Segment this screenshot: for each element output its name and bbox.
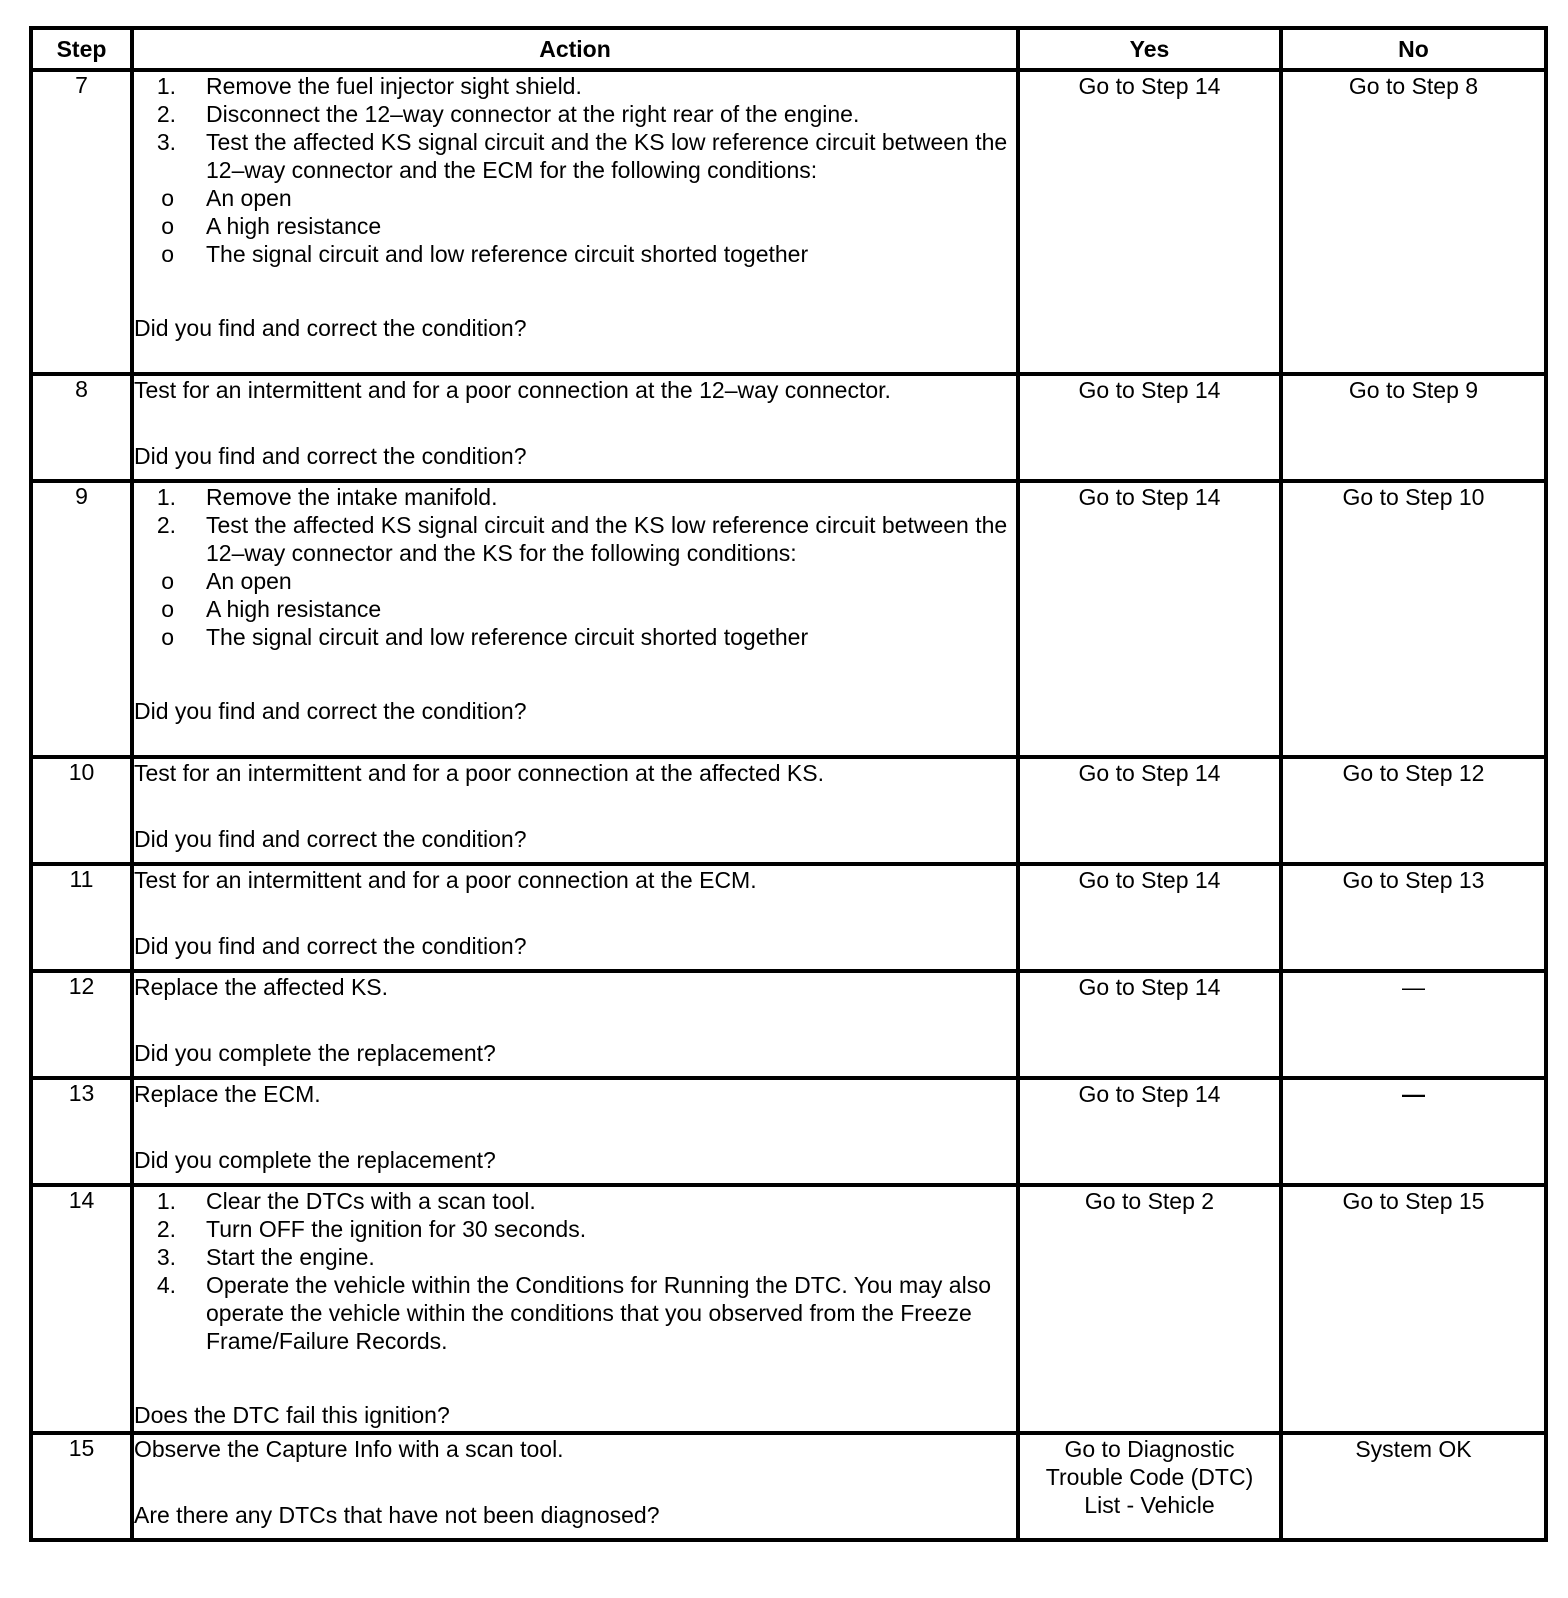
bullet-icon: o <box>161 624 174 650</box>
yes-result-line: Trouble Code (DTC) <box>1045 1464 1254 1490</box>
yes-result: Go to Step 14 <box>1018 757 1281 864</box>
action-cell <box>132 971 1018 1078</box>
no-result: — <box>1281 1078 1546 1185</box>
list-number: 2. <box>156 1216 176 1242</box>
list-item: 1. Clear the DTCs with a scan tool. <box>134 1187 1016 1215</box>
yes-result: Go to Step 14 <box>1018 374 1281 481</box>
table-row <box>31 1078 1546 1185</box>
action-text: Test for an intermittent and for a poor connection at the ECM. <box>134 867 757 893</box>
action-cell <box>132 70 1018 374</box>
table-row <box>31 481 1546 757</box>
question: Did you find and correct the condition? <box>134 933 527 959</box>
list-number: 2. <box>156 101 176 127</box>
header-step: Step <box>31 28 132 70</box>
sub-list-item: o An open <box>106 567 1016 595</box>
action-text: Test for an intermittent and for a poor connection at the affected KS. <box>134 760 824 786</box>
yes-result: Go to Step 2 <box>1018 1185 1281 1433</box>
bullet-icon: o <box>161 213 174 239</box>
action-cell <box>132 481 1018 757</box>
bullet-icon: o <box>161 568 174 594</box>
sub-list-item: o A high resistance <box>106 212 1016 240</box>
list-item: 3. Start the engine. <box>134 1243 1016 1271</box>
list-item: 1. Remove the fuel injector sight shield. <box>134 72 1016 100</box>
yes-result: Go to Step 14 <box>1018 1078 1281 1185</box>
step-number: 7 <box>31 70 132 374</box>
sub-list <box>106 567 1016 651</box>
sub-list-item: o A high resistance <box>106 595 1016 623</box>
table-row <box>31 971 1546 1078</box>
list-item: 2. Turn OFF the ignition for 30 seconds. <box>134 1215 1016 1243</box>
table-row <box>31 757 1546 864</box>
bullet-icon: o <box>161 596 174 622</box>
no-result: Go to Step 13 <box>1281 864 1546 971</box>
table-row <box>31 1185 1546 1433</box>
yes-result-line: List - Vehicle <box>1084 1492 1215 1518</box>
question: Did you complete the replacement? <box>134 1040 496 1066</box>
header-yes: Yes <box>1018 28 1281 70</box>
action-cell <box>132 374 1018 481</box>
step-number: 12 <box>31 971 132 1078</box>
yes-result: Go to Step 14 <box>1018 481 1281 757</box>
table-row <box>31 70 1546 374</box>
no-result: System OK <box>1281 1433 1546 1540</box>
action-cell <box>132 864 1018 971</box>
no-result: Go to Step 12 <box>1281 757 1546 864</box>
action-cell <box>132 757 1018 864</box>
diagnostic-table <box>29 26 1548 1542</box>
header-action: Action <box>132 28 1018 70</box>
question: Did you find and correct the condition? <box>134 698 527 724</box>
no-result: Go to Step 10 <box>1281 481 1546 757</box>
numbered-list <box>134 483 1016 651</box>
list-number: 3. <box>156 129 176 155</box>
question: Did you find and correct the condition? <box>134 826 527 852</box>
no-result: Go to Step 8 <box>1281 70 1546 374</box>
list-number: 2. <box>156 512 176 538</box>
question: Does the DTC fail this ignition? <box>134 1402 450 1428</box>
action-text: Replace the affected KS. <box>134 974 389 1000</box>
step-number: 13 <box>31 1078 132 1185</box>
header-row <box>31 28 1546 70</box>
bullet-icon: o <box>161 185 174 211</box>
step-number: 8 <box>31 374 132 481</box>
step-number: 11 <box>31 864 132 971</box>
yes-result: Go to Step 14 <box>1018 864 1281 971</box>
action-text: Observe the Capture Info with a scan tool. <box>134 1436 564 1462</box>
sub-list <box>106 184 1016 268</box>
question: Did you complete the replacement? <box>134 1147 496 1173</box>
action-cell <box>132 1078 1018 1185</box>
step-number: 15 <box>31 1433 132 1540</box>
table-row <box>31 864 1546 971</box>
question: Did you find and correct the condition? <box>134 315 527 341</box>
list-number: 1. <box>156 73 176 99</box>
sub-list-item: o An open <box>106 184 1016 212</box>
list-item: 2. Disconnect the 12–way connector at the right rear of the engine. <box>134 100 1016 128</box>
question: Did you find and correct the condition? <box>134 443 527 469</box>
action-cell <box>132 1433 1018 1540</box>
yes-result: Go to Step 14 <box>1018 971 1281 1078</box>
action-cell <box>132 1185 1018 1433</box>
yes-result-line: Go to Diagnostic <box>1064 1436 1235 1462</box>
no-result: Go to Step 9 <box>1281 374 1546 481</box>
list-item: 2. Test the affected KS signal circuit and the KS low reference circuit between the 12–way connector and the KS for the following conditions: o An open o A high resistance o The signal circuit and low reference circuit shorted together <box>134 511 1016 651</box>
list-item: 1. Remove the intake manifold. <box>134 483 1016 511</box>
list-number: 4. <box>156 1272 176 1298</box>
step-number: 10 <box>31 757 132 864</box>
table-row <box>31 1433 1546 1540</box>
numbered-list <box>134 72 1016 268</box>
header-no: No <box>1281 28 1546 70</box>
list-number: 1. <box>156 484 176 510</box>
step-number: 9 <box>31 481 132 757</box>
no-result: Go to Step 15 <box>1281 1185 1546 1433</box>
table-row <box>31 374 1546 481</box>
action-text: Replace the ECM. <box>134 1081 321 1107</box>
list-number: 1. <box>156 1188 176 1214</box>
diagnostic-page <box>29 26 1544 1542</box>
no-result: — <box>1281 971 1546 1078</box>
bullet-icon: o <box>161 241 174 267</box>
list-item: 4. Operate the vehicle within the Conditions for Running the DTC. You may also operate the vehicle within the conditions that you observed from the Freeze Frame/Failure Records. <box>134 1271 1016 1355</box>
question: Are there any DTCs that have not been diagnosed? <box>134 1502 660 1528</box>
yes-result: Go to Step 14 <box>1018 70 1281 374</box>
action-text: Test for an intermittent and for a poor connection at the 12–way connector. <box>134 377 891 403</box>
numbered-list <box>134 1187 1016 1355</box>
yes-result <box>1018 1433 1281 1540</box>
sub-list-item: o The signal circuit and low reference circuit shorted together <box>106 623 1016 651</box>
list-number: 3. <box>156 1244 176 1270</box>
sub-list-item: o The signal circuit and low reference circuit shorted together <box>106 240 1016 268</box>
list-item: 3. Test the affected KS signal circuit and the KS low reference circuit between the 12–way connector and the ECM for the following conditions: o An open o A high resistance o The signal circuit and low reference circuit shorted together <box>134 128 1016 268</box>
step-number: 14 <box>31 1185 132 1433</box>
